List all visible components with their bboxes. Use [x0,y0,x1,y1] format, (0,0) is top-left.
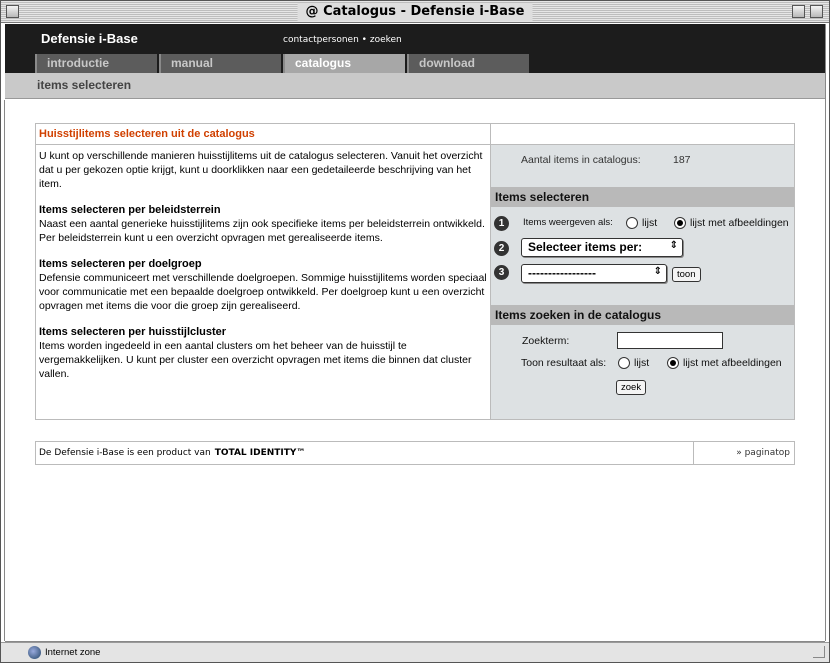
select-second-dropdown[interactable] [521,264,667,283]
footer-brand[interactable]: TOTAL IDENTITY™ [214,448,306,458]
section-title: Items selecteren per doelgroep [39,258,202,270]
collapse-box[interactable] [810,5,823,18]
radio-images-label: lijst met afbeeldingen [690,217,789,229]
step-3-icon: 3 [494,265,509,280]
footer-text [39,448,305,458]
close-box[interactable] [6,5,19,18]
status-bar [1,642,829,662]
updown-arrow-icon: ⇕ [653,266,662,277]
result-radio-list-label: lijst [634,357,650,369]
zoom-box[interactable] [792,5,805,18]
info-column [36,124,491,419]
site-header [5,24,825,73]
panel-top-cell [491,124,794,145]
footer-credit: De Defensie i-Base is een product van [39,448,211,458]
zoek-button[interactable]: zoek [616,380,646,395]
radio-list[interactable] [626,217,638,229]
top-links [283,35,402,45]
count-label: Aantal items in catalogus: [521,154,641,166]
title-bar[interactable] [1,1,829,23]
status-zone: Internet zone [45,647,101,658]
info-heading: Huisstijlitems selecteren uit de catalogus [36,124,490,145]
select-per-value: Selecteer items per: [528,240,643,254]
page-title-band [5,73,825,99]
selection-panel [491,124,794,419]
search-input[interactable] [617,332,723,349]
page-title: items selecteren [37,78,132,92]
section-title: Items selecteren per beleidsterrein [39,204,221,216]
result-label: Toon resultaat als: [521,357,607,369]
display-label: Items weergeven als: [523,217,613,228]
resize-grip-icon[interactable] [813,646,825,658]
updown-arrow-icon: ⇕ [669,240,678,251]
count-value: 187 [673,154,691,166]
window-title-text: Catalogus - Defensie i-Base [323,4,525,19]
tab-manual[interactable]: manual [159,54,281,73]
footer-divider [693,442,694,464]
tab-download[interactable]: download [407,54,529,73]
section-text: Defensie communiceert met verschillende doelgroepen. Sommige huisstijlitems worden speciaal voor communicatie met een bepaalde doelgroep ontwikkeld. Per doelgroep kunt u een overzicht opvragen met items die voor die groep zijn gerealiseerd. [39,272,487,312]
result-radio-images[interactable] [667,357,679,369]
step-2-icon: 2 [494,241,509,256]
result-radio-images-label: lijst met afbeeldingen [683,357,782,369]
info-intro: U kunt op verschillende manieren huisstijlitems uit de catalogus selecteren. Vanuit het overzicht dat u per gekozen optie krijgt, kunt u doorklikken naar een gedetaileerde beschrijving van het item. [39,150,483,190]
radio-images[interactable] [674,217,686,229]
step-1-icon: 1 [494,216,509,231]
select-heading: Items selecteren [491,187,794,207]
frame-border [4,100,5,641]
frame-border [825,24,826,641]
section-text: Naast een aantal generieke huisstijlitems zijn ook specifieke items per beleidsterrein ontwikkeld. Per beleidsterrein kunt u een overzicht opvragen met gerealiseerde items. [39,218,485,244]
select-second-value: ----------------- [528,266,596,280]
page-footer [35,441,795,465]
link-zoeken[interactable]: zoeken [369,35,402,45]
title-icon: @ [305,4,319,19]
section-title: Items selecteren per huisstijlcluster [39,326,227,338]
toon-button[interactable]: toon [672,267,701,282]
radio-list-label: lijst [642,217,658,229]
link-contactpersonen[interactable]: contactpersonen [283,35,359,45]
globe-icon [28,646,41,659]
window-title [298,3,533,21]
tab-introductie[interactable]: introductie [35,54,157,73]
tab-catalogus[interactable]: catalogus [283,54,405,73]
result-radio-list[interactable] [618,357,630,369]
item-count [521,154,691,166]
search-heading: Items zoeken in de catalogus [491,305,794,325]
info-body [36,145,490,397]
site-brand[interactable]: Defensie i-Base [41,31,138,46]
content-table [35,123,795,420]
search-label: Zoekterm: [522,335,570,347]
section-text: Items worden ingedeeld in een aantal clusters om het beheer van de huisstijl te vergemakkelijken. U kunt per cluster een overzicht opvragen met items die binnen dat cluster vallen. [39,340,472,380]
link-separator: • [361,35,367,45]
select-per-dropdown[interactable] [521,238,683,257]
paginatop-link[interactable]: » paginatop [736,448,790,458]
